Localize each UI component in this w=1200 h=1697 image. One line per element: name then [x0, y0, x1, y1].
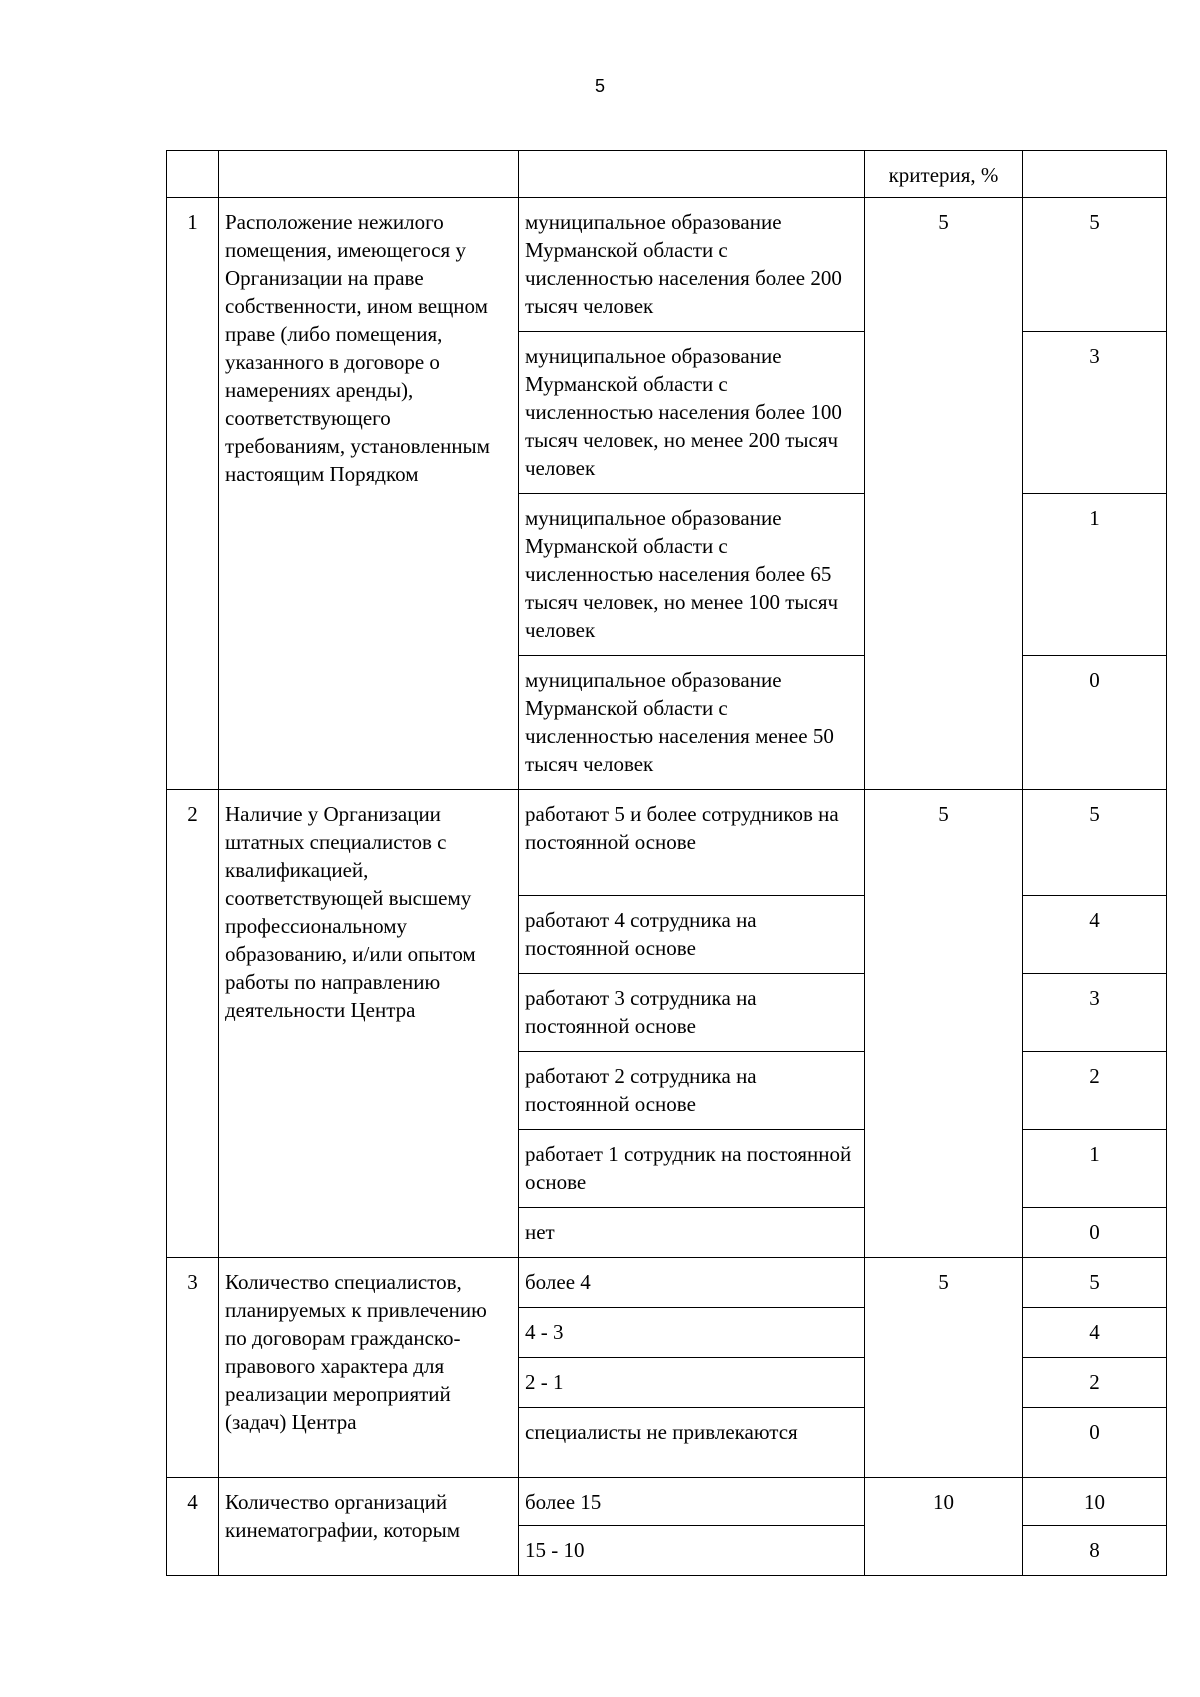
option-text: специалисты не привлекаются	[519, 1408, 865, 1478]
option-text: муниципальное образование Мурманской области с численностью населения более 65 тысяч человек, но менее 100 тысяч человек	[519, 494, 865, 656]
option-score: 1	[1023, 494, 1167, 656]
option-score: 5	[1023, 1258, 1167, 1308]
option-text: муниципальное образование Мурманской области с численностью населения более 100 тысяч человек, но менее 200 тысяч человек	[519, 332, 865, 494]
option-text: 4 - 3	[519, 1308, 865, 1358]
option-score: 8	[1023, 1526, 1167, 1576]
option-text: более 4	[519, 1258, 865, 1308]
header-cell-option	[519, 151, 865, 198]
table-row	[167, 1258, 1167, 1308]
option-score: 0	[1023, 656, 1167, 790]
criterion-number: 3	[167, 1258, 219, 1478]
header-cell-score	[1023, 151, 1167, 198]
option-score: 2	[1023, 1358, 1167, 1408]
option-score: 4	[1023, 896, 1167, 974]
criteria-table	[166, 150, 1167, 1576]
criterion-text: Расположение нежилого помещения, имеющегося у Организации на праве собственности, ином вещном праве (либо помещения, указанного в договоре о намерениях аренды), соответствующего требованиям, установленным настоящим Порядком	[219, 198, 519, 790]
page-number: 5	[594, 76, 605, 96]
option-score: 0	[1023, 1408, 1167, 1478]
header-cell-criterion	[219, 151, 519, 198]
criterion-number: 4	[167, 1478, 219, 1576]
header-weight-label: критерия, %	[865, 151, 1023, 198]
option-score: 2	[1023, 1052, 1167, 1130]
criterion-number: 1	[167, 198, 219, 790]
criterion-weight: 10	[865, 1478, 1023, 1576]
criterion-number: 2	[167, 790, 219, 1258]
criterion-text: Количество организаций кинематографии, которым	[219, 1478, 519, 1576]
option-score: 10	[1023, 1478, 1167, 1526]
table-row	[167, 1478, 1167, 1526]
option-score: 0	[1023, 1208, 1167, 1258]
criterion-weight: 5	[865, 198, 1023, 790]
option-score: 3	[1023, 332, 1167, 494]
criterion-text: Количество специалистов, планируемых к привлечению по договорам гражданско-правового характера для реализации мероприятий (задач) Центра	[219, 1258, 519, 1478]
header-row	[167, 151, 1167, 198]
criterion-text: Наличие у Организации штатных специалистов с квалификацией, соответствующей высшему профессиональному образованию, и/или опытом работы по направлению деятельности Центра	[219, 790, 519, 1258]
option-text: нет	[519, 1208, 865, 1258]
criterion-weight: 5	[865, 1258, 1023, 1478]
option-text: муниципальное образование Мурманской области с численностью населения более 200 тысяч человек	[519, 198, 865, 332]
option-score: 4	[1023, 1308, 1167, 1358]
option-score: 5	[1023, 790, 1167, 896]
criterion-weight: 5	[865, 790, 1023, 1258]
option-text: работает 1 сотрудник на постоянной основе	[519, 1130, 865, 1208]
option-text: работают 4 сотрудника на постоянной основе	[519, 896, 865, 974]
option-score: 3	[1023, 974, 1167, 1052]
option-text: более 15	[519, 1478, 865, 1526]
option-text: работают 3 сотрудника на постоянной основе	[519, 974, 865, 1052]
option-score: 5	[1023, 198, 1167, 332]
option-score: 1	[1023, 1130, 1167, 1208]
header-cell-num	[167, 151, 219, 198]
option-text: работают 2 сотрудника на постоянной основе	[519, 1052, 865, 1130]
table-row	[167, 790, 1167, 896]
option-text: 2 - 1	[519, 1358, 865, 1408]
option-text: 15 - 10	[519, 1526, 865, 1576]
table-row	[167, 198, 1167, 332]
option-text: работают 5 и более сотрудников на постоянной основе	[519, 790, 865, 896]
option-text: муниципальное образование Мурманской области с численностью населения менее 50 тысяч человек	[519, 656, 865, 790]
